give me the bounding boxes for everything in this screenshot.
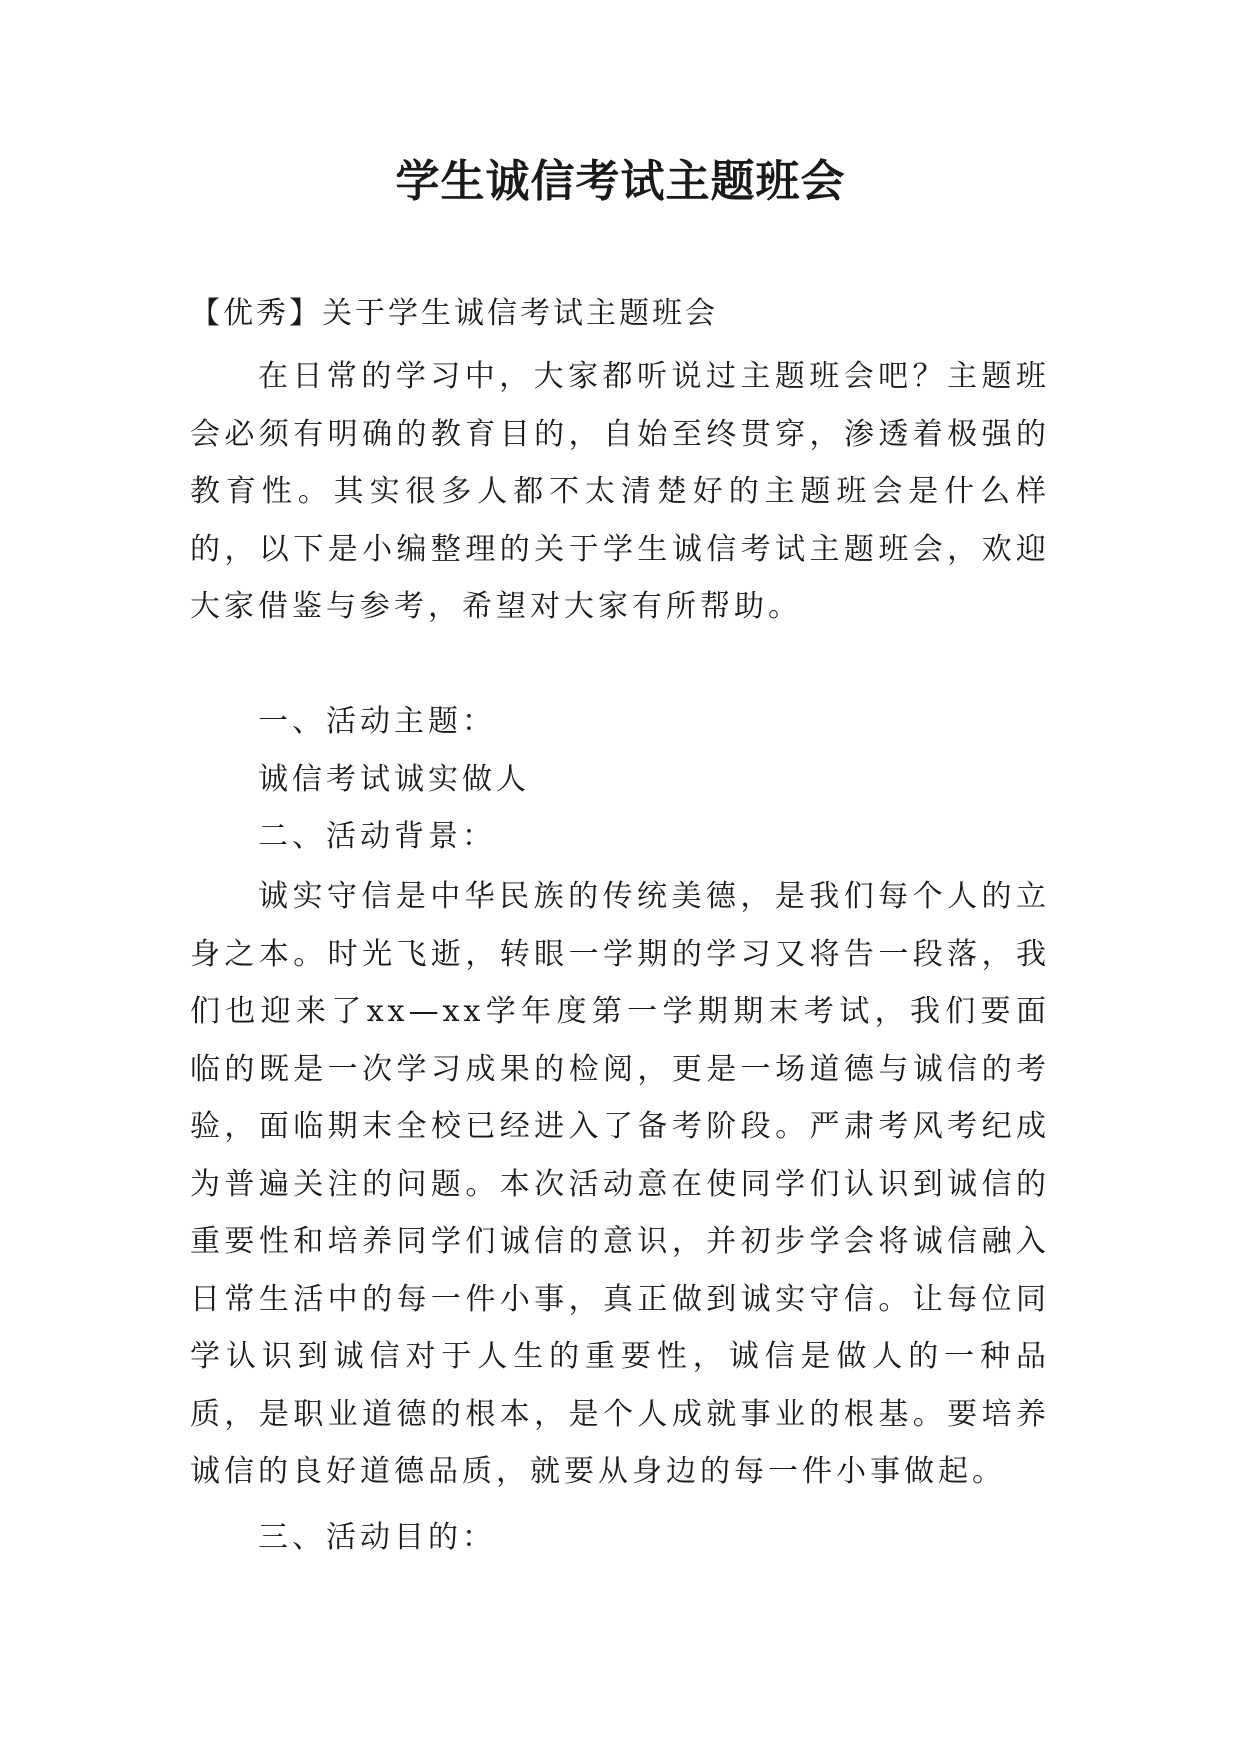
document-subtitle: 【优秀】关于学生诚信考试主题班会 bbox=[190, 296, 718, 331]
section-heading-purpose: 三、活动目的： bbox=[258, 1520, 496, 1555]
intro-paragraph: 在日常的学习中，大家都听说过主题班会吧？主题班会必须有明确的教育目的，自始至终贯穿，渗透着极强的教育性。其实很多人都不太清楚好的主题班会是什么样的，以下是小编整理的关于学生诚信考试主题班会，欢迎大家借鉴与参考，希望对大家有所帮助。 bbox=[190, 359, 1050, 624]
section-heading-background: 二、活动背景： bbox=[258, 819, 496, 854]
section-content-theme: 诚信考试诚实做人 bbox=[258, 762, 530, 797]
document-title: 学生诚信考试主题班会 bbox=[395, 156, 846, 207]
section-heading-theme: 一、活动主题： bbox=[258, 704, 496, 739]
section-content-background: 诚实守信是中华民族的传统美德，是我们每个人的立身之本。时光飞逝，转眼一学期的学习又将告一段落，我们也迎来了xx—xx学年度第一学期期末考试，我们要面临的既是一次学习成果的检阅，更是一场道德与诚信的考验，面临期末全校已经进入了备考阶段。严肃考风考纪成为普遍关注的问题。本次活动意在使同学们认识到诚信的重要性和培养同学们诚信的意识，并初步学会将诚信融入日常生活中的每一件小事，真正做到诚实守信。让每位同学认识到诚信对于人生的重要性，诚信是做人的一种品质，是职业道德的根本，是个人成就事业的根基。要培养诚信的良好道德品质，就要从身边的每一件小事做起。 bbox=[190, 879, 1050, 1489]
